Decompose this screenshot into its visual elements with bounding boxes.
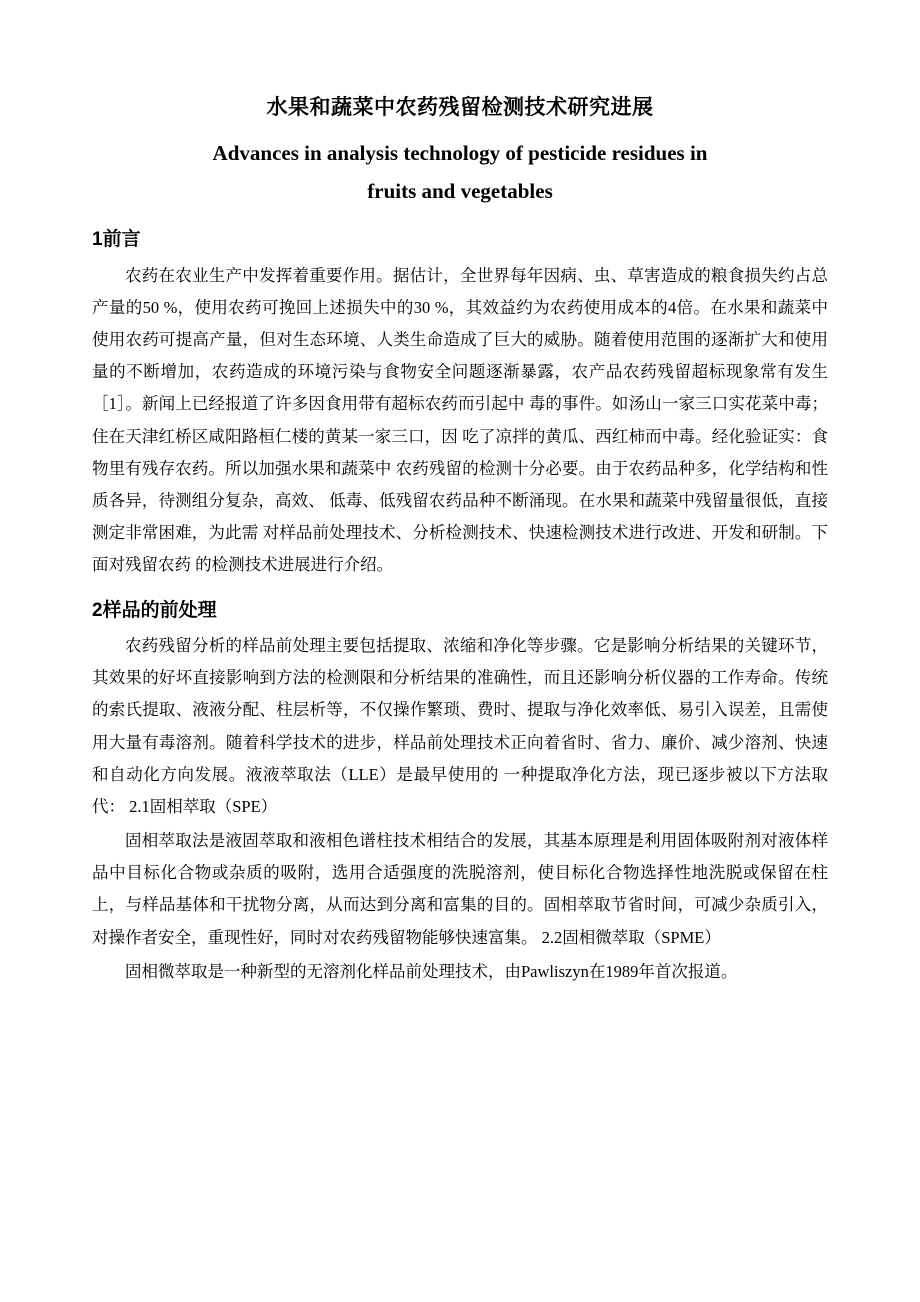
section-2-paragraph-1: 农药残留分析的样品前处理主要包括提取、浓缩和净化等步骤。它是影响分析结果的关键环节，其效果的好坏直接影响到方法的检测限和分析结果的准确性，而且还影响分析仪器的工作寿命。传统的索氏提取、液液分配、柱层析等，不仅操作繁琐、费时、提取与净化效率低、易引入误差，且需使用大量有毒溶剂。随着科学技术的进步，样品前处理技术正向着省时、省力、廉价、减少溶剂、快速和自动化方向发展。液液萃取法（LLE）是最早使用的 一种提取净化方法，现已逐步被以下方法取代： 2.1固相萃取（SPE） <box>92 636 828 816</box>
section-heading-1: 1前言 <box>92 229 141 251</box>
page-title-en-line1: Advances in analysis technology of pesticide residues in <box>212 140 708 165</box>
page-title-en <box>116 134 804 212</box>
section-heading-2: 2样品的前处理 <box>92 599 217 621</box>
page-title-en-line2: fruits and vegetables <box>367 179 553 204</box>
section-2-paragraph-2: 固相萃取法是液固萃取和液相色谱柱技术相结合的发展，其基本原理是利用固体吸附剂对液体样品中目标化合物或杂质的吸附，选用合适强度的洗脱溶剂，使目标化合物选择性地洗脱或保留在柱上，与样品基体和干扰物分离，从而达到分离和富集的目的。固相萃取节省时间，可减少杂质引入，对操作者安全，重现性好，同时对农药残留物能够快速富集。 2.2固相微萃取（SPME） <box>92 831 828 947</box>
section-1-paragraph-1: 农药在农业生产中发挥着重要作用。据估计，全世界每年因病、虫、草害造成的粮食损失约占总产量的50 %，使用农药可挽回上述损失中的30 %，其效益约为农药使用成本的4倍。在水果和蔬菜中使用农药可提高产量，但对生态环境、人类生命造成了巨大的威胁。随着使用范围的逐渐扩大和使用量的不断增加，农药造成的环境污染与食物安全问题逐渐暴露，农产品农药残留超标现象常有发生［1］。新闻上已经报道了许多因食用带有超标农药而引起中 毒的事件。如汤山一家三口实花菜中毒；住在天津红桥区咸阳路桓仁楼的黄某一家三口，因 吃了凉拌的黄瓜、西红柿而中毒。经化验证实：食物里有残存农药。所以加强水果和蔬菜中 农药残留的检测十分必要。由于农药品种多，化学结构和性质各异，待测组分复杂，高效、 低毒、低残留农药品种不断涌现。在水果和蔬菜中残留量很低，直接测定非常困难，为此需 对样品前处理技术、分析检测技术、快速检测技术进行改进、开发和研制。下面对残留农药 的检测技术进展进行介绍。 <box>92 265 828 575</box>
page-title-cn: 水果和蔬菜中农药残留检测技术研究进展 <box>266 96 654 119</box>
section-2-paragraph-3: 固相微萃取是一种新型的无溶剂化样品前处理技术，由Pawliszyn在1989年首次报道。 <box>125 961 738 981</box>
